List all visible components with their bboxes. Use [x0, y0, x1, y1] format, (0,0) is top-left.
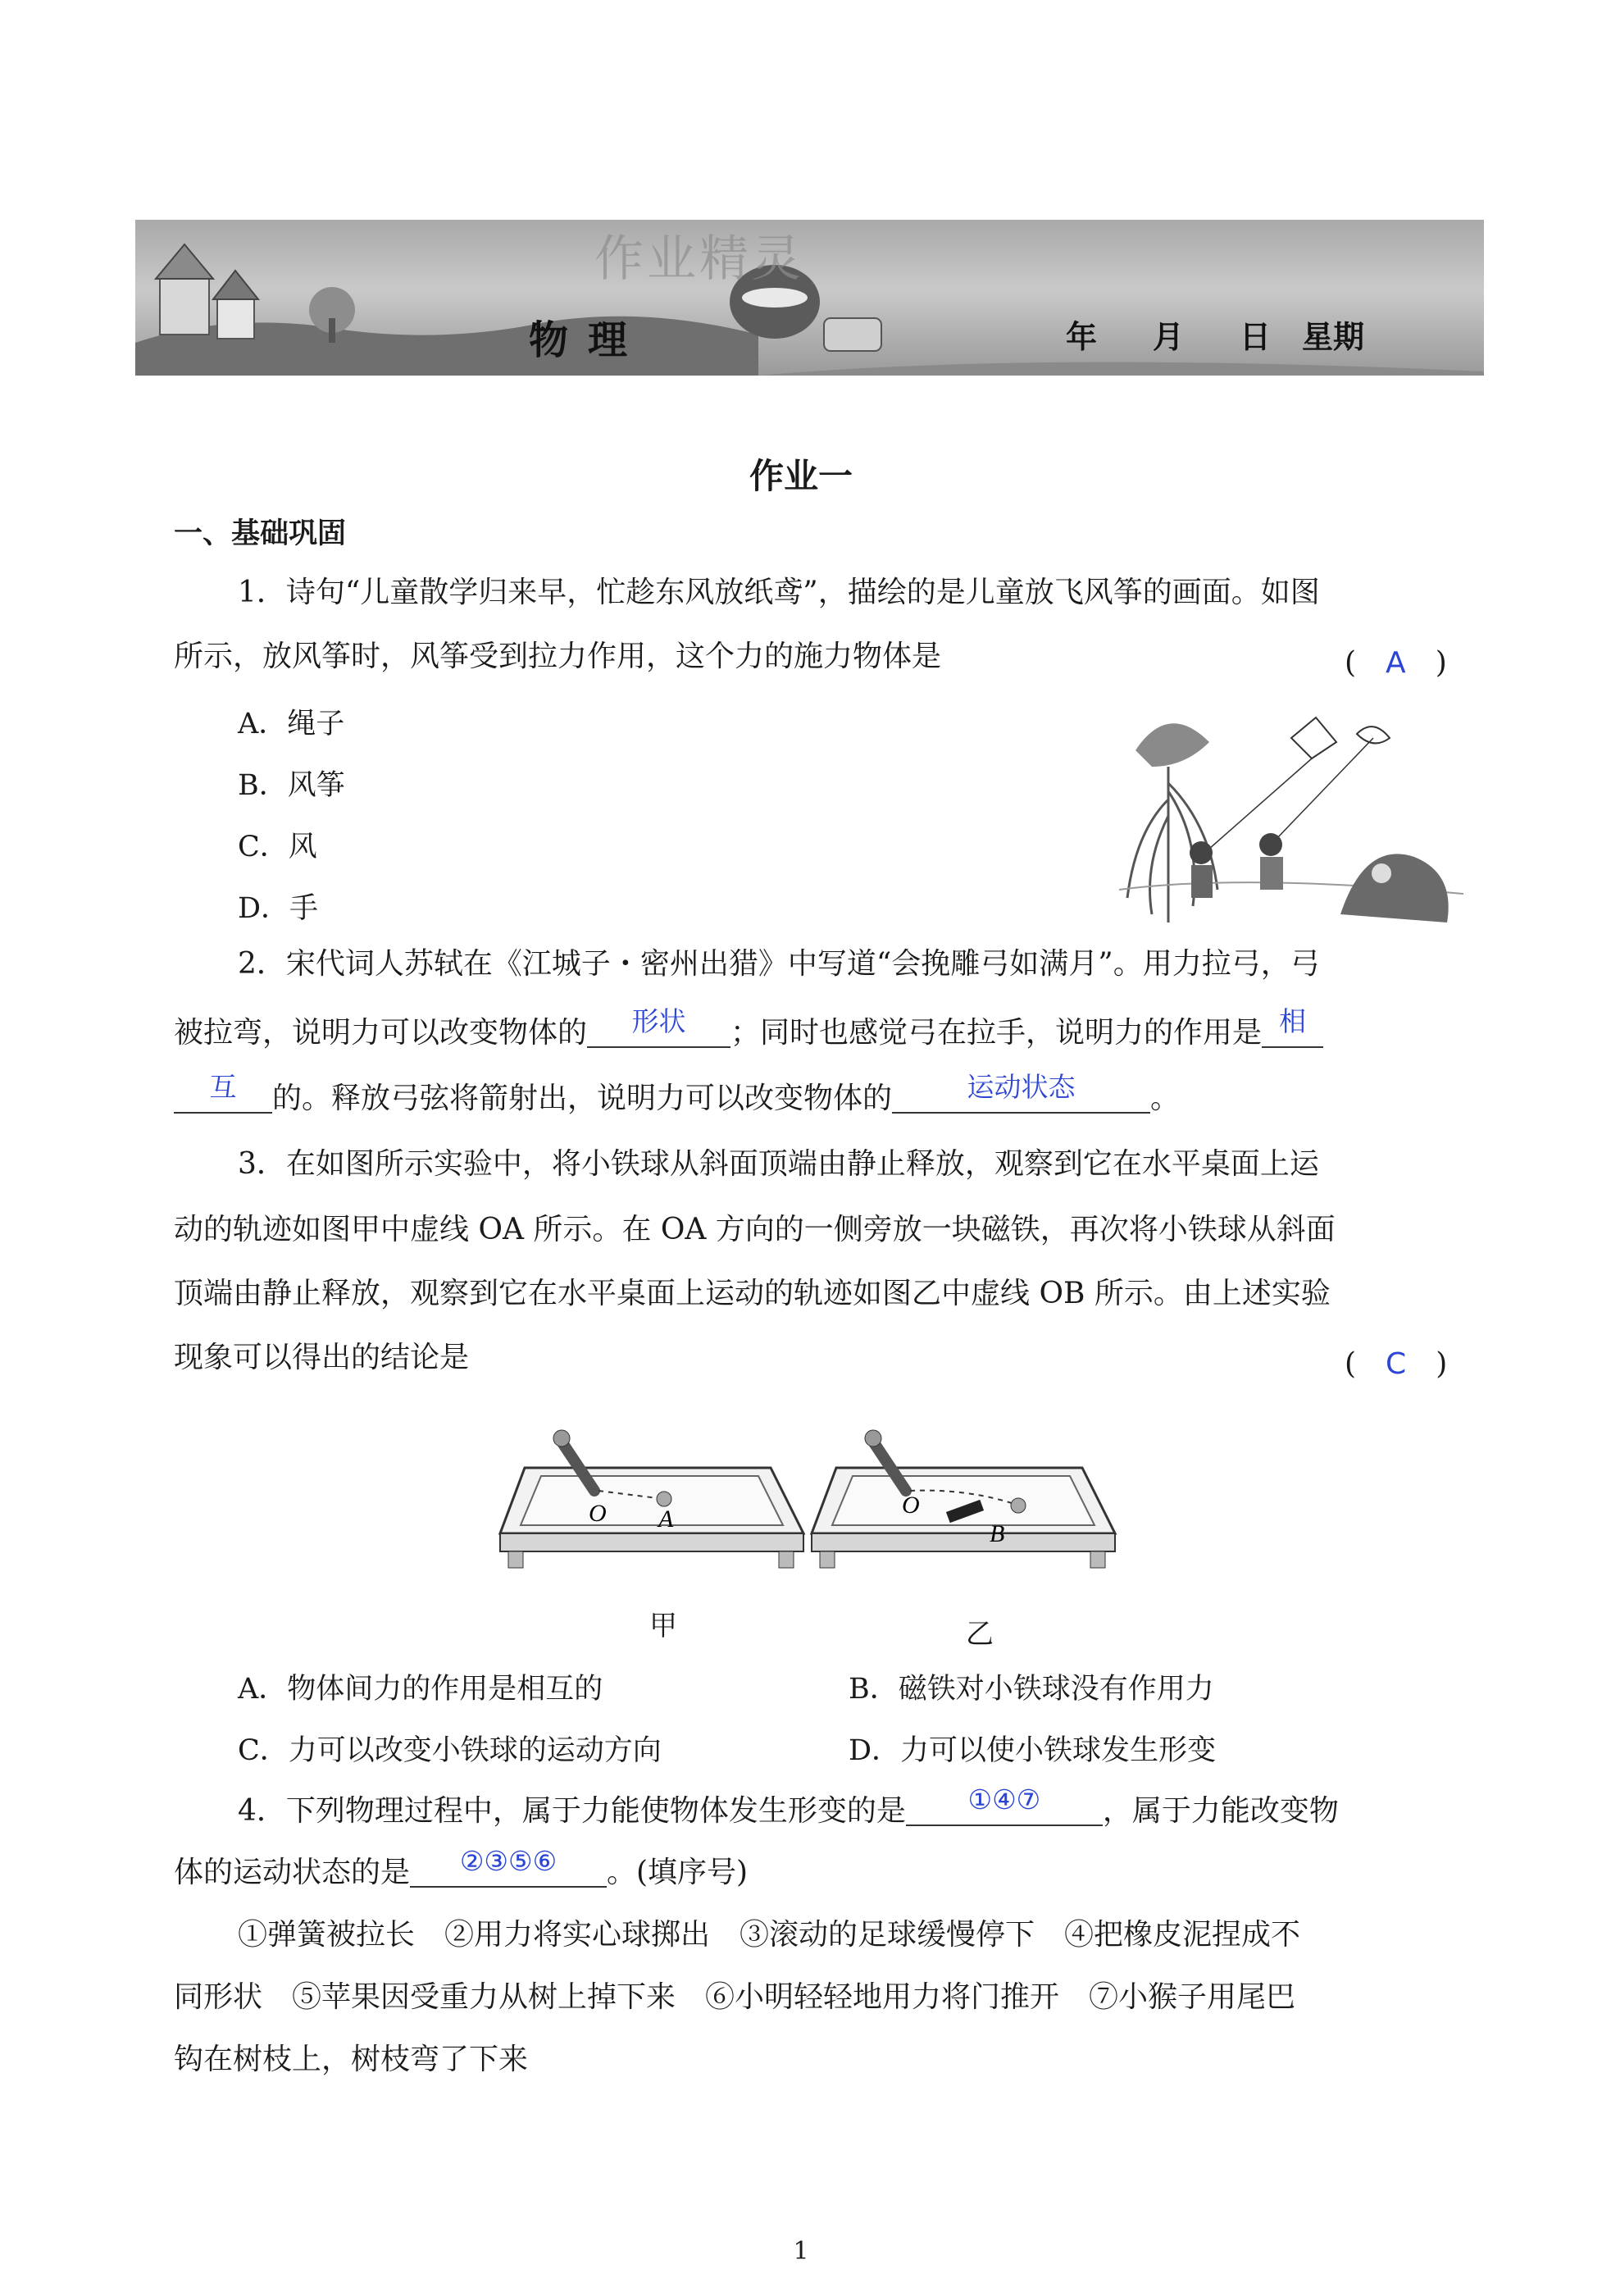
- label-o-yi: O: [902, 1492, 920, 1519]
- q4-line1: [238, 1784, 1339, 1828]
- q2-blank1: [587, 1005, 730, 1048]
- section-heading: 一、基础巩固: [174, 517, 347, 550]
- page-number: 1: [793, 2237, 809, 2266]
- label-b: B: [990, 1520, 1005, 1547]
- q1-option-a: A．绳子: [238, 708, 345, 740]
- q1-option-b: B．风筝: [238, 769, 345, 802]
- q3-answer-bracket: ( C ): [1345, 1347, 1448, 1381]
- ball-a: [657, 1492, 671, 1506]
- q1-option-c: C．风: [238, 831, 317, 863]
- q4-items-line3: 钩在树枝上，树枝弯了下来: [174, 2043, 529, 2076]
- q3-line4: 现象可以得出的结论是: [174, 1341, 470, 1374]
- q4-text-b: ，属于力能改变物: [1102, 1794, 1339, 1828]
- date-month-label: 月: [1153, 319, 1185, 355]
- q2-blank2-part1: [1262, 1005, 1323, 1048]
- q2-line2: [174, 1005, 1323, 1050]
- q3-line2: 动的轨迹如图甲中虚线 OA 所示。在 OA 方向的一侧旁放一块磁铁，再次将小铁球从斜面: [174, 1213, 1336, 1246]
- q2-blank2a-answer: 相: [1279, 1005, 1307, 1037]
- label-a: A: [658, 1506, 674, 1533]
- q3-line1: 3．在如图所示实验中，将小铁球从斜面顶端由静止释放，观察到它在水平桌面上运: [238, 1147, 1319, 1181]
- subject-label: 物理: [529, 317, 648, 363]
- q3-option-b: B．磁铁对小铁球没有作用力: [849, 1673, 1214, 1706]
- q3-option-a: A．物体间力的作用是相互的: [238, 1673, 603, 1706]
- kite-flying-illustration: [1119, 701, 1463, 931]
- q2-line1: 2．宋代词人苏轼在《江城子・密州出猎》中写道“会挽雕弓如满月”。用力拉弓，弓: [238, 947, 1320, 981]
- q1-option-d: D．手: [238, 892, 319, 925]
- q4-line2: [174, 1845, 749, 1889]
- q4-items-line1: ①弹簧被拉长 ②用力将实心球掷出 ③滚动的足球缓慢停下 ④把橡皮泥捏成不: [238, 1918, 1301, 1952]
- date-year-label: 年: [1066, 319, 1098, 355]
- q1-line2: 所示，放风筝时，风筝受到拉力作用，这个力的施力物体是: [174, 640, 942, 673]
- header-banner: [135, 220, 1484, 376]
- q2-blank3: [892, 1071, 1150, 1114]
- q1-answer: A: [1386, 646, 1406, 680]
- q2-blank2b-answer: 互: [209, 1071, 237, 1103]
- label-o-jia: O: [589, 1500, 607, 1527]
- q3-experiment-figure: [492, 1402, 1131, 1599]
- q2-blank1-answer: 形状: [631, 1005, 686, 1037]
- q4-blank2-answer: ②③⑤⑥: [459, 1845, 558, 1877]
- date-weekday-label: 星期: [1302, 319, 1365, 355]
- date-day-label: 日: [1240, 319, 1272, 355]
- ball-top-yi: [865, 1430, 881, 1446]
- q4-text-d: 。(填序号): [607, 1856, 749, 1889]
- q4-text-a: 4．下列物理过程中，属于力能使物体发生形变的是: [238, 1794, 906, 1828]
- date-labels: [1066, 312, 1364, 357]
- q1-line1: 1．诗句“儿童散学归来早，忙趁东风放纸鸢”，描绘的是儿童放飞风筝的画面。如图: [238, 576, 1320, 609]
- q3-answer: C: [1386, 1347, 1407, 1381]
- q4-blank2: [410, 1845, 607, 1888]
- q2-blank2-part2: [174, 1071, 272, 1114]
- q2-line3: [174, 1071, 1181, 1115]
- figure-caption-jia: 甲: [649, 1610, 677, 1642]
- q2-text-b: ；同时也感觉弓在拉手，说明力的作用是: [730, 1016, 1263, 1050]
- figure-caption-yi: 乙: [966, 1618, 994, 1651]
- q2-blank3-answer: 运动状态: [967, 1071, 1076, 1103]
- q4-items-line2: 同形状 ⑤苹果因受重力从树上掉下来 ⑥小明轻轻地用力将门推开 ⑦小猴子用尾巴: [174, 1980, 1296, 2014]
- q3-option-c: C．力可以改变小铁球的运动方向: [238, 1734, 662, 1767]
- ball-b: [1011, 1498, 1026, 1513]
- q2-text-c: 的。释放弓弦将箭射出，说明力可以改变物体的: [272, 1082, 893, 1115]
- q4-text-c: 体的运动状态的是: [174, 1856, 411, 1889]
- watermark-text: 作业精灵: [594, 230, 804, 288]
- q4-blank1-answer: ①④⑦: [967, 1784, 1041, 1815]
- q2-text-a: 被拉弯，说明力可以改变物体的: [174, 1016, 588, 1050]
- q3-line3: 顶端由静止释放，观察到它在水平桌面上运动的轨迹如图乙中虚线 OB 所示。由上述实验: [174, 1277, 1331, 1310]
- q1-answer-bracket: ( A ): [1345, 646, 1447, 680]
- ball-top-jia: [553, 1430, 570, 1446]
- q3-option-d: D．力可以使小铁球发生形变: [849, 1734, 1217, 1767]
- page-title: 作业一: [749, 456, 853, 496]
- q2-text-end: 。: [1150, 1082, 1181, 1115]
- q4-blank1: [906, 1784, 1103, 1826]
